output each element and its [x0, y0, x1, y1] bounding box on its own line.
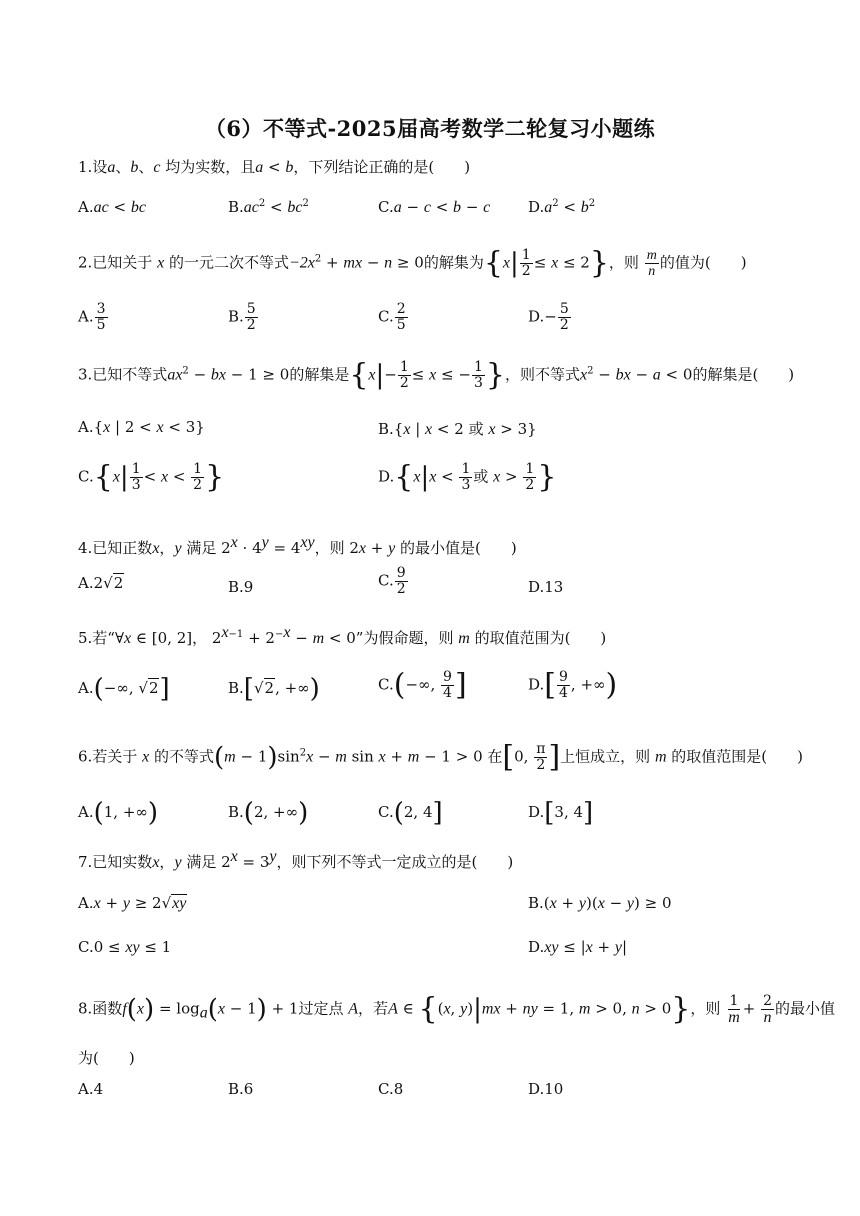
- q8-option-c: C.8: [378, 1080, 404, 1098]
- q4-option-d: D.13: [528, 578, 564, 596]
- q1-option-b: $B.ac^2 < bc^2$: [228, 198, 309, 216]
- q4-option-a: A.2√2: [78, 574, 124, 592]
- question-1-stem: 1.设a、b、c 均为实数，且a < b，下列结论正确的是( ): [78, 158, 471, 176]
- q3-option-b: B.{x | x < 2 或 x > 3}: [378, 420, 537, 438]
- q2-option-d: D.− $\frac{5}{2}$: [528, 301, 569, 333]
- q8-option-a: A.4: [78, 1080, 104, 1098]
- question-8-stem-cont: 为( ): [78, 1049, 135, 1067]
- q5-option-b: B.[√2, +∞): [228, 674, 320, 704]
- page-title: （6）不等式-2025届高考数学二轮复习小题练: [204, 116, 656, 141]
- q1-option-d: $D.a^2 < b^2$: [528, 198, 596, 216]
- q7-option-b: B.(x + y)(x − y) ≥ 0: [528, 894, 672, 912]
- q7-option-d: D.xy ≤ |x + y|: [528, 938, 628, 956]
- q2-option-c: C. $\frac{2}{5}$: [378, 301, 406, 333]
- q4-option-c: C. $\frac{9}{2}$: [378, 565, 406, 597]
- q6-option-a: A.(1, +∞): [78, 798, 159, 828]
- question-5-stem: 5.若“∀x ∈ [0, 2]， $2^{x-1} + 2^{-x} - m < 0$”为假命题，则 m 的取值范围为( ): [78, 624, 607, 647]
- q3-option-d: D.{x|x < $\frac{1}{3}$ 或 x > $\frac{1}{2}$ }: [378, 459, 557, 495]
- q3-option-c: C.{x| $\frac{1}{3}$ < x < $\frac{1}{2}$ }: [78, 459, 225, 495]
- q8-option-b: B.6: [228, 1080, 254, 1098]
- q2-option-b: B. $\frac{5}{2}$: [228, 301, 256, 333]
- question-2-stem: 2.已知关于 x 的一元二次不等式$-2x^2$ + mx − n ≥ 0的解集为{x| $\frac{1}{2}$ ≤ x ≤ 2}，则 $\frac{m}{n}$ 的值为( ): [78, 245, 747, 281]
- q6-option-b: B.(2, +∞): [228, 798, 309, 828]
- q5-option-d: D.[ $\frac{9}{4}$ , +∞): [528, 667, 618, 703]
- q5-option-c: C.(−∞, $\frac{9}{4}$ ]: [378, 667, 467, 703]
- q6-option-c: C.(2, 4]: [378, 798, 443, 828]
- q7-option-c: C.0 ≤ xy ≤ 1: [78, 938, 172, 956]
- q2-option-a: A. $\frac{3}{5}$: [78, 301, 106, 333]
- q5-option-a: A.(−∞, √2]: [78, 674, 170, 704]
- question-4-stem: 4.已知正数x，y 满足 $2^x \cdot 4^y = 4^{xy}$，则 2x + y 的最小值是( ): [78, 534, 517, 557]
- question-8-stem: 8.函数$f(x) = \log_a(x - 1) + 1$过定点 A，若A ∈ {(x, y)|mx + ny = 1, m > 0, n > 0}，则 $\frac{1}{m}$ + $\frac{2}{n}$ 的最小值: [78, 991, 836, 1027]
- question-3-stem: 3.已知不等式$ax^2$ − bx − 1 ≥ 0的解集是{x|− $\frac{1}{2}$ ≤ x ≤ − $\frac{1}{3}$ }，则不等式$x^2$ − bx − a < 0的解集是( ): [78, 357, 795, 393]
- q7-option-a: A.x + y ≥ 2√xy: [78, 894, 187, 912]
- q1-option-c: C.a − c < b − c: [378, 198, 491, 216]
- question-6-stem: 6.若关于 x 的不等式$(m - 1)\sin^2x - m$ sin x + m − 1 > 0 在[0, $\frac{\pi}{2}$ ]上恒成立，则 m 的取值范围是( ): [78, 739, 804, 775]
- q8-option-d: D.10: [528, 1080, 564, 1098]
- question-7-stem: 7.已知实数x，y 满足 $2^x = 3^y$，则下列不等式一定成立的是( ): [78, 848, 514, 871]
- q6-option-d: D.[3, 4]: [528, 798, 594, 828]
- q3-option-a: A.{x | 2 < x < 3}: [78, 418, 205, 436]
- q4-option-b: B.9: [228, 578, 254, 596]
- q1-option-a: A.ac < bc: [78, 198, 146, 216]
